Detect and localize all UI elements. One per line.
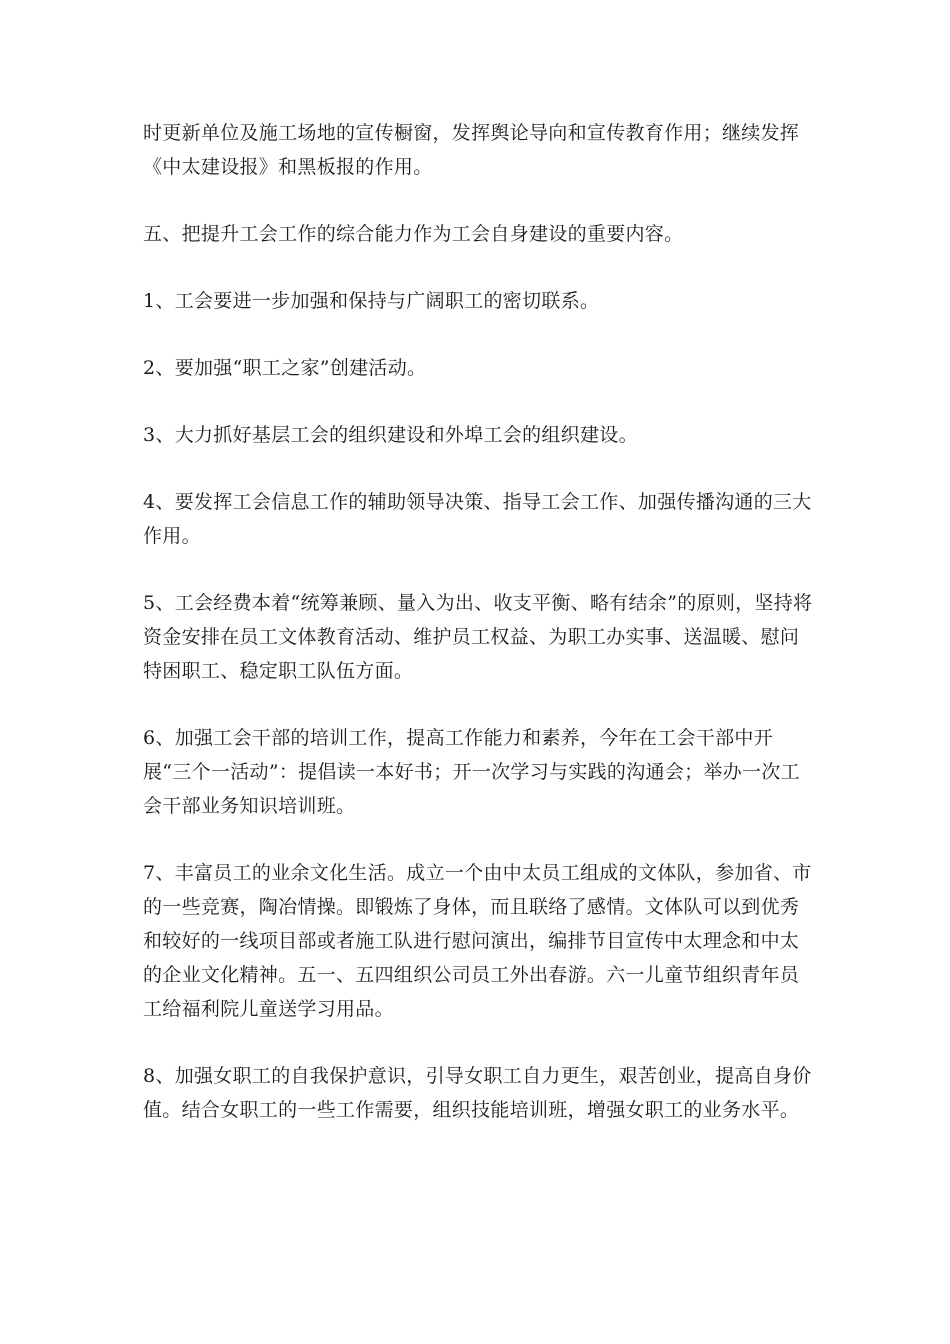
paragraph-section-five: 五、把提升工会工作的综合能力作为工会自身建设的重要内容。 — [143, 223, 684, 245]
paragraph-item-7: 7、丰富员工的业余文化生活。成立一个由中太员工组成的文体队，参加省、市的一些竞赛，陶冶情操。即锻炼了身体，而且联络了感情。文体队可以到优秀和较好的一线项目部或者施工队进行慰问演出，编排节目宣传中太理念和中太的企业文化精神。五一、五四组织公司员工外出春游。六一儿童节组织青年员工给福利院儿童送学习用品。 — [143, 862, 812, 1020]
paragraph-item-1: 1、工会要进一步加强和保持与广阔职工的密切联系。 — [143, 290, 600, 312]
paragraph-item-5: 5、工会经费本着“统筹兼顾、量入为出、收支平衡、略有结余”的原则，坚持将资金安排在员工文体教育活动、维护员工权益、为职工办实事、送温暖、慰问特困职工、稳定职工队伍方面。 — [143, 592, 813, 682]
paragraph-item-3: 3、大力抓好基层工会的组织建设和外埠工会的组织建设。 — [143, 424, 638, 446]
paragraph-item-4: 4、要发挥工会信息工作的辅助领导决策、指导工会工作、加强传播沟通的三大作用。 — [143, 491, 812, 547]
paragraph-item-6: 6、加强工会干部的培训工作，提高工作能力和素养，今年在工会干部中开展“三个一活动”：提倡读一本好书；开一次学习与实践的沟通会；举办一次工会干部业务知识培训班。 — [143, 727, 800, 817]
paragraph-item-2: 2、要加强“职工之家”创建活动。 — [143, 357, 427, 379]
paragraph-item-8: 8、加强女职工的自我保护意识，引导女职工自力更生，艰苦创业，提高自身价值。结合女职工的一些工作需要，组织技能培训班，增强女职工的业务水平。 — [143, 1065, 812, 1121]
paragraph-continuation: 时更新单位及施工场地的宣传橱窗，发挥舆论导向和宣传教育作用；继续发挥《中太建设报》和黑板报的作用。 — [143, 122, 800, 178]
document-body — [143, 116, 813, 1160]
